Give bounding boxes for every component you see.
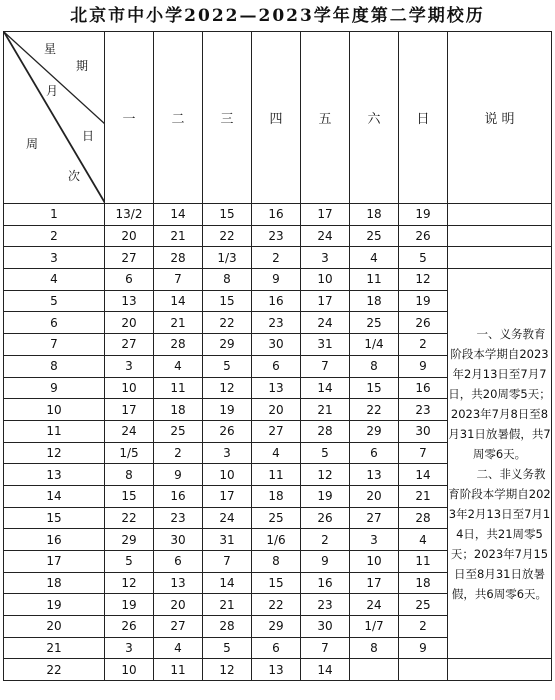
date-cell: 25 [252, 507, 301, 529]
date-cell: 4 [252, 442, 301, 464]
date-cell: 30 [252, 334, 301, 356]
week-number-cell: 19 [4, 594, 105, 616]
date-cell: 11 [399, 551, 448, 573]
date-cell: 25 [350, 225, 399, 247]
date-cell: 19 [301, 485, 350, 507]
day-header-fri: 五 [301, 32, 350, 204]
date-cell: 16 [301, 572, 350, 594]
week-number-cell: 1 [4, 204, 105, 226]
date-cell: 11 [252, 464, 301, 486]
date-cell: 31 [301, 334, 350, 356]
date-cell: 5 [203, 637, 252, 659]
date-cell: 28 [301, 420, 350, 442]
date-cell: 4 [154, 355, 203, 377]
date-cell: 26 [399, 225, 448, 247]
date-cell: 24 [203, 507, 252, 529]
date-cell: 4 [154, 637, 203, 659]
date-cell: 4 [399, 529, 448, 551]
diag-label-week: 周 [26, 137, 39, 151]
date-cell: 15 [350, 377, 399, 399]
week-number-cell: 5 [4, 290, 105, 312]
date-cell: 14 [154, 204, 203, 226]
date-cell: 7 [399, 442, 448, 464]
week-number-cell: 15 [4, 507, 105, 529]
date-cell: 23 [154, 507, 203, 529]
week-number-cell: 13 [4, 464, 105, 486]
date-cell: 8 [252, 551, 301, 573]
date-cell: 10 [105, 377, 154, 399]
week-number-cell: 9 [4, 377, 105, 399]
date-cell: 28 [399, 507, 448, 529]
date-cell: 6 [252, 637, 301, 659]
date-cell [350, 659, 399, 681]
date-cell: 17 [301, 290, 350, 312]
date-cell: 28 [154, 247, 203, 269]
date-cell: 18 [252, 485, 301, 507]
date-cell: 1/5 [105, 442, 154, 464]
date-cell: 30 [154, 529, 203, 551]
diag-label-ci: 次 [68, 169, 81, 183]
date-cell: 13/2 [105, 204, 154, 226]
day-header-wed: 三 [203, 32, 252, 204]
date-cell: 5 [399, 247, 448, 269]
note-cell [448, 269, 552, 659]
date-cell: 23 [252, 225, 301, 247]
date-cell: 9 [252, 269, 301, 291]
date-cell: 18 [399, 572, 448, 594]
week-number-cell: 6 [4, 312, 105, 334]
date-cell: 6 [154, 551, 203, 573]
date-cell: 22 [203, 312, 252, 334]
date-cell: 5 [301, 442, 350, 464]
date-cell: 12 [203, 659, 252, 681]
date-cell: 30 [399, 420, 448, 442]
date-cell: 26 [301, 507, 350, 529]
date-cell: 23 [252, 312, 301, 334]
date-cell: 20 [252, 399, 301, 421]
week-number-cell: 17 [4, 551, 105, 573]
date-cell: 19 [203, 399, 252, 421]
date-cell: 8 [350, 355, 399, 377]
date-cell: 19 [399, 204, 448, 226]
date-cell: 22 [105, 507, 154, 529]
date-cell: 31 [203, 529, 252, 551]
day-header-mon: 一 [105, 32, 154, 204]
date-cell: 2 [399, 616, 448, 638]
week-number-cell: 2 [4, 225, 105, 247]
date-cell: 1/4 [350, 334, 399, 356]
day-header-tue: 二 [154, 32, 203, 204]
calendar-container [3, 31, 551, 698]
week-number-cell: 7 [4, 334, 105, 356]
day-header-thu: 四 [252, 32, 301, 204]
date-cell: 24 [105, 420, 154, 442]
date-cell: 21 [154, 225, 203, 247]
date-cell: 24 [301, 312, 350, 334]
header-row [4, 32, 552, 204]
school-calendar-table [3, 31, 552, 681]
date-cell: 3 [105, 637, 154, 659]
date-cell: 1/6 [252, 529, 301, 551]
date-cell: 21 [203, 594, 252, 616]
date-cell: 2 [301, 529, 350, 551]
day-header-sun: 日 [399, 32, 448, 204]
date-cell: 27 [105, 247, 154, 269]
date-cell: 11 [154, 377, 203, 399]
date-cell: 27 [350, 507, 399, 529]
date-cell: 15 [252, 572, 301, 594]
date-cell: 13 [350, 464, 399, 486]
date-cell: 1/3 [203, 247, 252, 269]
date-cell: 12 [301, 464, 350, 486]
date-cell: 20 [154, 594, 203, 616]
date-cell: 29 [105, 529, 154, 551]
table-row [4, 204, 552, 226]
date-cell: 7 [301, 355, 350, 377]
table-row [4, 659, 552, 681]
week-number-cell: 8 [4, 355, 105, 377]
week-number-cell: 10 [4, 399, 105, 421]
date-cell: 14 [301, 659, 350, 681]
date-cell: 9 [154, 464, 203, 486]
date-cell: 30 [301, 616, 350, 638]
date-cell: 10 [301, 269, 350, 291]
diag-label-day: 日 [82, 129, 95, 143]
week-number-cell: 4 [4, 269, 105, 291]
table-row [4, 225, 552, 247]
diag-label-star: 星 [44, 42, 57, 56]
date-cell: 27 [154, 616, 203, 638]
date-cell: 20 [350, 485, 399, 507]
week-number-cell: 16 [4, 529, 105, 551]
week-number-cell: 22 [4, 659, 105, 681]
table-row [4, 269, 552, 291]
date-cell: 20 [105, 225, 154, 247]
date-cell [399, 659, 448, 681]
date-cell: 14 [203, 572, 252, 594]
date-cell: 23 [399, 399, 448, 421]
date-cell: 29 [350, 420, 399, 442]
date-cell: 23 [301, 594, 350, 616]
week-number-cell: 14 [4, 485, 105, 507]
date-cell: 17 [203, 485, 252, 507]
date-cell: 12 [203, 377, 252, 399]
date-cell: 8 [350, 637, 399, 659]
calendar-body [4, 204, 552, 681]
date-cell: 16 [252, 290, 301, 312]
date-cell: 9 [399, 355, 448, 377]
note-paragraph-non-compulsory: 二、非义务教育阶段本学期自2023年2月13日至7月14日，共21周零5天；2023年7月15日至8月31日放暑假，共6周零6天。 [448, 466, 551, 601]
date-cell: 8 [105, 464, 154, 486]
date-cell: 25 [350, 312, 399, 334]
date-cell: 27 [252, 420, 301, 442]
note-blank-cell [448, 204, 552, 226]
date-cell: 3 [350, 529, 399, 551]
date-cell: 24 [350, 594, 399, 616]
date-cell: 28 [154, 334, 203, 356]
date-cell: 4 [350, 247, 399, 269]
date-cell: 14 [301, 377, 350, 399]
date-cell: 15 [203, 204, 252, 226]
date-cell: 18 [154, 399, 203, 421]
date-cell: 2 [154, 442, 203, 464]
week-number-cell: 20 [4, 616, 105, 638]
date-cell: 8 [203, 269, 252, 291]
date-cell: 3 [301, 247, 350, 269]
week-number-cell: 18 [4, 572, 105, 594]
date-cell: 21 [301, 399, 350, 421]
date-cell: 11 [350, 269, 399, 291]
date-cell: 14 [154, 290, 203, 312]
date-cell: 24 [301, 225, 350, 247]
date-cell: 27 [105, 334, 154, 356]
date-cell: 22 [350, 399, 399, 421]
date-cell: 26 [399, 312, 448, 334]
date-cell: 29 [252, 616, 301, 638]
date-cell: 13 [252, 659, 301, 681]
date-cell: 17 [350, 572, 399, 594]
date-cell: 6 [252, 355, 301, 377]
week-number-cell: 21 [4, 637, 105, 659]
date-cell: 7 [203, 551, 252, 573]
date-cell: 17 [105, 399, 154, 421]
date-cell: 17 [301, 204, 350, 226]
date-cell: 10 [350, 551, 399, 573]
date-cell: 18 [350, 204, 399, 226]
note-blank-cell [448, 659, 552, 681]
date-cell: 13 [105, 290, 154, 312]
date-cell: 15 [105, 485, 154, 507]
week-number-cell: 11 [4, 420, 105, 442]
date-cell: 16 [154, 485, 203, 507]
note-blank-cell [448, 225, 552, 247]
date-cell: 11 [154, 659, 203, 681]
date-cell: 28 [203, 616, 252, 638]
date-cell: 10 [105, 659, 154, 681]
diag-label-month: 月 [46, 84, 59, 98]
date-cell: 7 [301, 637, 350, 659]
date-cell: 12 [105, 572, 154, 594]
note-blank-cell [448, 247, 552, 269]
week-number-cell: 12 [4, 442, 105, 464]
date-cell: 21 [154, 312, 203, 334]
date-cell: 2 [252, 247, 301, 269]
date-cell: 22 [203, 225, 252, 247]
date-cell: 13 [252, 377, 301, 399]
note-header: 说 明 [448, 32, 552, 204]
page-title: 北京市中小学2022—2023学年度第二学期校历 [70, 6, 485, 26]
date-cell: 10 [203, 464, 252, 486]
date-cell: 29 [203, 334, 252, 356]
date-cell: 19 [105, 594, 154, 616]
week-number-cell: 3 [4, 247, 105, 269]
date-cell: 13 [154, 572, 203, 594]
date-cell: 1/7 [350, 616, 399, 638]
date-cell: 19 [399, 290, 448, 312]
date-cell: 6 [105, 269, 154, 291]
date-cell: 18 [350, 290, 399, 312]
diagonal-header-cell [4, 32, 105, 204]
date-cell: 22 [252, 594, 301, 616]
date-cell: 26 [203, 420, 252, 442]
table-row [4, 247, 552, 269]
date-cell: 16 [252, 204, 301, 226]
date-cell: 6 [350, 442, 399, 464]
date-cell: 5 [203, 355, 252, 377]
date-cell: 20 [105, 312, 154, 334]
date-cell: 16 [399, 377, 448, 399]
date-cell: 12 [399, 269, 448, 291]
date-cell: 3 [105, 355, 154, 377]
date-cell: 25 [399, 594, 448, 616]
date-cell: 14 [399, 464, 448, 486]
date-cell: 9 [301, 551, 350, 573]
date-cell: 9 [399, 637, 448, 659]
diag-label-qi: 期 [76, 59, 89, 73]
date-cell: 7 [154, 269, 203, 291]
diagonal-lines [4, 32, 105, 203]
day-header-sat: 六 [350, 32, 399, 204]
date-cell: 21 [399, 485, 448, 507]
note-paragraph-compulsory: 一、义务教育阶段本学期自2023年2月13日至7月7日，共20周零5天；2023年7月8日至8月31日放暑假，共7周零6天。 [448, 326, 551, 461]
date-cell: 15 [203, 290, 252, 312]
date-cell: 5 [105, 551, 154, 573]
date-cell: 25 [154, 420, 203, 442]
date-cell: 3 [203, 442, 252, 464]
date-cell: 26 [105, 616, 154, 638]
date-cell: 2 [399, 334, 448, 356]
